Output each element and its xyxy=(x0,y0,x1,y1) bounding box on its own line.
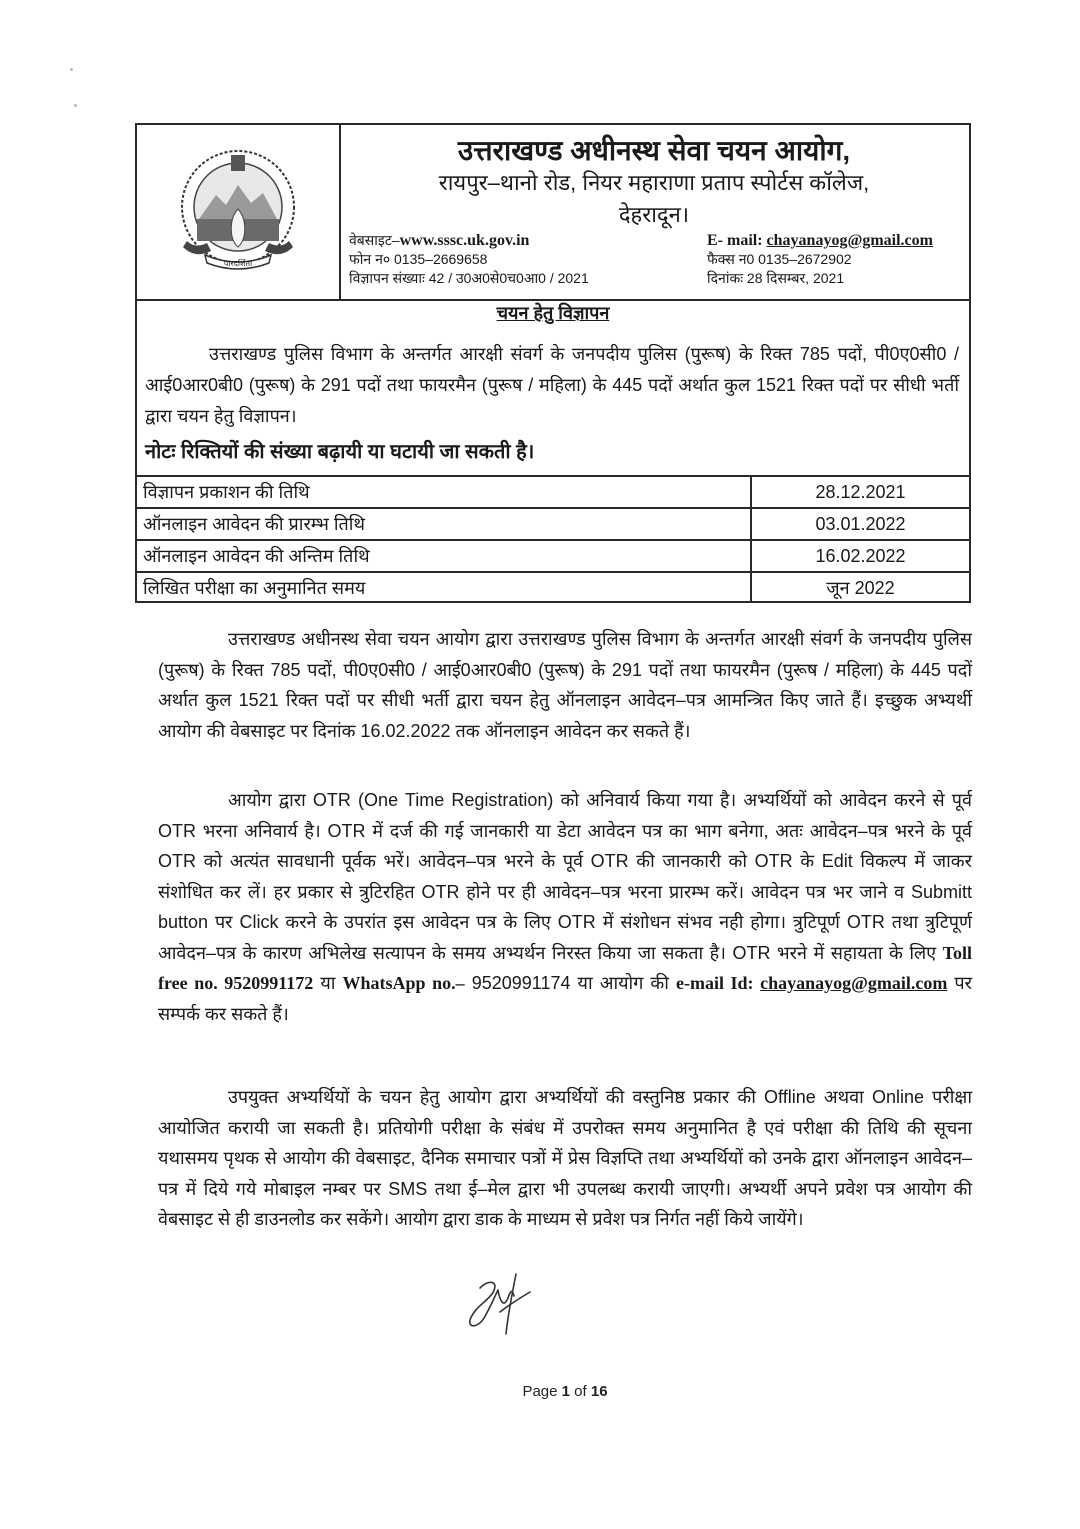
notice-header-box xyxy=(135,123,971,603)
schedule-value: 03.01.2022 xyxy=(751,508,969,540)
whatsapp-number: 9520991174 xyxy=(464,973,571,993)
whatsapp-label: WhatsApp no.– xyxy=(342,973,465,993)
notice-date: दिनांकः 28 दिसम्बर, 2021 xyxy=(707,270,845,286)
letterhead xyxy=(137,125,969,301)
tollfree-number: Toll free no. 9520991172 xyxy=(158,942,972,993)
website-link[interactable]: www.sssc.uk.gov.in xyxy=(399,232,530,249)
schedule-label: ऑनलाइन आवेदन की अन्तिम तिथि xyxy=(137,540,751,572)
table-row xyxy=(137,540,969,572)
table-row xyxy=(137,476,969,508)
vacancy-note: नोटः रिक्तियों की संख्या बढ़ायी या घटायी जा सकती है। xyxy=(145,441,535,463)
schedule-value: 16.02.2022 xyxy=(751,540,969,572)
subtitle-text: चयन हेतु विज्ञापन xyxy=(496,303,610,323)
or-text: या xyxy=(313,973,343,993)
org-name: उत्तराखण्ड अधीनस्थ सेवा चयन आयोग, xyxy=(457,135,851,166)
phone: फोन न० 0135–2669658 xyxy=(349,251,488,267)
schedule-label: विज्ञापन प्रकाशन की तिथि xyxy=(137,476,751,508)
schedule-table xyxy=(137,475,969,603)
commission-emblem-icon xyxy=(171,147,305,279)
advertisement-number: विज्ञापन संख्याः 42 / उ0अ0से0च0आ0 / 2021 xyxy=(349,270,589,286)
contact-right xyxy=(707,231,933,288)
table-row xyxy=(137,508,969,540)
otr-text: आयोग द्वारा OTR (One Time Registration) को अनिवार्य किया गया है। अभ्यर्थियों को आवेदन करने से पूर्व OTR भरना अनिवार्य है। OTR में दर्ज की गई जानकारी या डेटा आवेदन पत्र का भाग बनेगा, अतः आवेदन–पत्र भरने के पूर्व OTR को अत्यंत सावधानी पूर्वक भरें। आवेदन–पत्र भरने के पूर्व OTR की जानकारी को OTR के Edit विकल्प में जाकर संशोधित कर लें। हर प्रकार से त्रुटिरहित OTR होने पर ही आवेदन–पत्र भरना प्रारम्भ करें। आवेदन पत्र भर जाने व Submitt button पर Click करने के उपरांत इस आवेदन पत्र के लिए OTR में संशोधन संभव नही होगा। त्रुटिपूर्ण OTR तथा त्रुटिपूर्ण आवेदन–पत्र के कारण अभिलेख सत्यापन के समय अभ्यर्थन निरस्त किया जा सकता है। OTR भरने में सहायता के लिए xyxy=(158,790,972,963)
paragraph-text: उपयुक्त अभ्यर्थियों के चयन हेतु आयोग द्वारा अभ्यर्थियों की वस्तुनिष्ठ प्रकार की Offline अथवा Online परीक्षा आयोजित करायी जा सकती है। प्रतियोगी परीक्षा के संबंध में उपरोक्त समय अनुमानित है एवं परीक्षा की तिथि की सूचना यथासमय पृथक से आयोग की वेबसाइट, दैनिक समाचार पत्रों में प्रेस विज्ञप्ति तथा अभ्यर्थियों को उनके द्वारा ऑनलाइन आवेदन–पत्र में दिये गये मोबाइल नम्बर पर SMS तथा ई–मेल द्वारा भी उपलब्ध करायी जाएगी। अभ्यर्थी अपने प्रवेश पत्र आयोग की वेबसाइट से ही डाउनलोड कर सकेंगे। आयोग द्वारा डाक के माध्यम से प्रवेश पत्र निर्गत नहीं किये जायेंगे। xyxy=(158,1087,972,1229)
notice-subtitle xyxy=(137,301,969,325)
org-address-line1: रायपुर–थानो रोड, नियर महाराणा प्रताप स्पोर्टस कॉलेज, xyxy=(438,170,870,195)
page-current: 1 xyxy=(561,1383,570,1400)
page-indicator xyxy=(0,1383,1080,1400)
logo-cell xyxy=(137,125,341,299)
contact-left xyxy=(349,231,589,288)
page-total: 16 xyxy=(590,1383,608,1400)
email-label: E- mail: xyxy=(707,232,767,249)
org-address-line2: देहरादून। xyxy=(618,202,690,227)
website-label: वेबसाइट– xyxy=(349,232,400,248)
or-text: या आयोग की xyxy=(570,973,676,993)
schedule-value: 28.12.2021 xyxy=(751,476,969,508)
schedule-value: जून 2022 xyxy=(751,572,969,603)
scan-speck xyxy=(70,68,73,71)
table-row xyxy=(137,572,969,603)
email-label: e-mail Id: xyxy=(675,973,761,993)
paragraph-application-invite xyxy=(158,624,972,746)
scan-speck xyxy=(74,104,77,107)
schedule-label: लिखित परीक्षा का अनुमानित समय xyxy=(137,572,751,603)
logo-motto: पारदर्शिता xyxy=(223,259,253,268)
email-link[interactable]: chayanayog@gmail.com xyxy=(766,232,933,249)
paragraph-exam-info xyxy=(158,1082,972,1235)
contact-tail: पर सम्पर्क कर सकते हैं। xyxy=(158,973,972,1024)
intro-paragraph: उत्तराखण्ड पुलिस विभाग के अन्तर्गत आरक्षी संवर्ग के जनपदीय पुलिस (पुरूष) के रिक्त 785 पदों, पी0ए0सी0 / आई0आर0बी0 (पुरूष) के 291 पदों तथा फायरमैन (पुरूष / महिला) के 445 पदों अर्थात कुल 1521 रिक्त पदों पर सीधी भर्ती द्वारा चयन हेतु विज्ञापन। xyxy=(145,344,959,426)
schedule-label: ऑनलाइन आवेदन की प्रारम्भ तिथि xyxy=(137,508,751,540)
website-row xyxy=(349,231,589,250)
paragraph-text: उत्तराखण्ड अधीनस्थ सेवा चयन आयोग द्वारा उत्तराखण्ड पुलिस विभाग के अन्तर्गत आरक्षी संवर्ग के जनपदीय पुलिस (पुरूष) के रिक्त 785 पदों, पी0ए0सी0 / आई0आर0बी0 (पुरूष) के 291 पदों तथा फायरमैन (पुरूष / महिला) के 445 पदों अर्थात कुल 1521 रिक्त पदों पर सीधी भर्ती द्वारा चयन हेतु ऑनलाइन आवेदन–पत्र आमन्त्रित किए जाते हैं। इच्छुक अभ्यर्थी आयोग की वेबसाइट पर दिनांक 16.02.2022 तक ऑनलाइन आवेदन कर सकते हैं। xyxy=(158,629,972,741)
page-of: of xyxy=(570,1383,591,1400)
paragraph-otr xyxy=(158,785,972,1029)
fax: फैक्स न0 0135–2672902 xyxy=(707,251,852,267)
contact-email-link[interactable]: chayanayog@gmail.com xyxy=(760,973,948,993)
page-prefix: Page xyxy=(522,1383,562,1400)
email-row xyxy=(707,231,933,250)
signature-icon xyxy=(460,1268,540,1338)
paragraph-text xyxy=(158,785,972,1029)
